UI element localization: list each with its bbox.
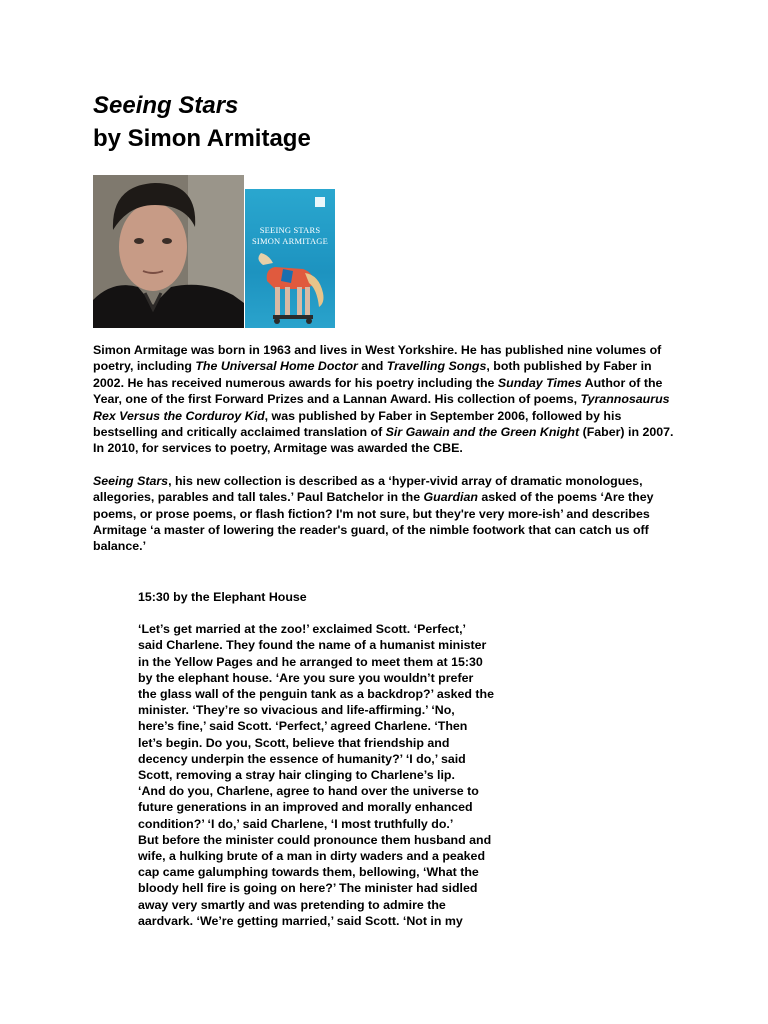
book-cover (245, 189, 335, 328)
poem-line: condition?’ ‘I do,’ said Charlene, ‘I most truthfully do.’ (138, 816, 454, 831)
poem-line: decency underpin the essence of humanity?’ ‘I do,’ said (138, 751, 466, 766)
italic-title-text: Sir Gawain and the Green Knight (385, 425, 580, 440)
title-block (93, 90, 311, 156)
poem-line: bloody hell fire is going on here?’ The minister had sidled (138, 881, 478, 896)
poem-line: wife, a hulking brute of a man in dirty waders and a peaked (138, 849, 486, 864)
italic-title-text: The Universal Home Doctor (195, 359, 358, 374)
poem-line: ‘Let’s get married at the zoo!’ exclaimed Scott. ‘Perfect,’ (138, 622, 466, 637)
poem-line: said Charlene. They found the name of a humanist minister (138, 638, 487, 653)
paragraph-text: , was published by Faber in September 2006, followed by his bestselling and critically acclaimed translation of (93, 408, 622, 440)
italic-title-text: Tyrannosaurus Rex Versus the Corduroy Kid (93, 392, 670, 423)
poem-line: in the Yellow Pages and he arranged to meet them at 15:30 (138, 654, 483, 669)
poem-line: Scott, removing a stray hair clinging to Charlene’s lip. (138, 768, 455, 783)
paragraph-text: (Faber) in 2007. In 2010, for services to poetry, Armitage was awarded the CBE. (93, 425, 674, 456)
poem-title: 15:30 by the Elephant House (138, 590, 307, 604)
poem (138, 589, 498, 929)
book-title: Seeing Stars (93, 92, 239, 119)
poem-line: let’s begin. Do you, Scott, believe that friendship and (138, 735, 450, 750)
poem-line: ‘And do you, Charlene, agree to hand over the universe to (138, 784, 479, 799)
poem-line: cap came galumphing towards them, bellowing, ‘What the (138, 865, 479, 880)
italic-title-text: Travelling Songs (386, 359, 487, 374)
poem-line: here’s fine,’ said Scott. ‘Perfect,’ agreed Charlene. ‘Then (138, 719, 468, 734)
author-portrait-illustration (93, 175, 244, 328)
horse-illustration (245, 189, 335, 328)
poem-body (138, 621, 498, 929)
book-cover-author: SIMON ARMITAGE (251, 236, 329, 246)
italic-title-text: Sunday Times (497, 375, 582, 390)
paragraph-text: , both published by Faber in 2002. He has received numerous awards for his poetry including the (93, 359, 652, 390)
book-cover-title: SEEING STARS (259, 225, 321, 235)
poem-line: the glass wall of the penguin tank as a backdrop?’ asked the (138, 687, 494, 702)
bio-paragraph-2 (93, 473, 678, 555)
poem-line: away very smartly and was pretending to admire the (138, 897, 446, 912)
author-bio (93, 342, 678, 555)
poem-line: aardvark. ‘We’re getting married,’ said Scott. ‘Not in my (138, 913, 463, 928)
italic-title-text: Guardian (423, 490, 478, 505)
paragraph-text: , his new collection is described as a ‘hyper-vivid array of dramatic monologues, allegories, parables and tall tales.’ Paul Batchelor in the (93, 473, 643, 505)
bio-paragraph-1 (93, 342, 678, 457)
author-photo (93, 175, 244, 328)
paragraph-text: Author of the Year, one of the first Forward Prizes and a Lannan Award. His collection of poems, (93, 375, 663, 407)
poem-line: by the elephant house. ‘Are you sure you wouldn’t prefer (138, 670, 474, 685)
poem-line: minister. ‘They’re so vivacious and life-affirming.’ ‘No, (138, 703, 455, 718)
paragraph-text: asked of the poems ‘Are they poems, or prose poems, or flash fiction? I'm not sure, but they're very more-ish’ and describes Armitage ‘a master of lowering the reader's guard, of the nimble footwork that can catch us off balance.’ (93, 490, 654, 554)
book-byline: by Simon Armitage (93, 125, 311, 152)
paragraph-text: Simon Armitage was born in 1963 and lives in West Yorkshire. He has published nine volumes of poetry, including (93, 343, 662, 374)
poem-line: But before the minister could pronounce them husband and (138, 832, 492, 847)
paragraph-text: and (357, 359, 387, 374)
poem-line: future generations in an improved and morally enhanced (138, 800, 473, 815)
italic-title-text: Seeing Stars (93, 473, 169, 488)
